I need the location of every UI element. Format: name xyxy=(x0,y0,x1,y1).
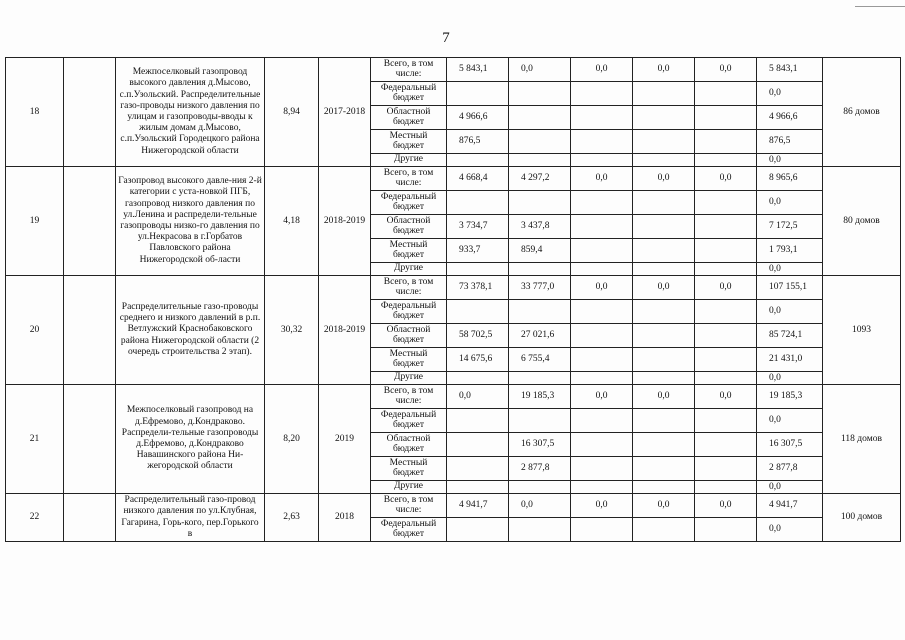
funding-source: Федеральный бюджет xyxy=(371,409,447,433)
total-value: 21 431,0 xyxy=(757,348,823,372)
total-value: 7 172,5 xyxy=(757,215,823,239)
year-value xyxy=(695,481,757,494)
total-value: 0,0 xyxy=(757,409,823,433)
total-value: 19 185,3 xyxy=(757,385,823,409)
total-value: 0,0 xyxy=(757,518,823,542)
year-value xyxy=(509,106,571,130)
funding-source: Другие xyxy=(371,481,447,494)
year-value xyxy=(695,300,757,324)
year-value xyxy=(571,457,633,481)
funding-source: Местный бюджет xyxy=(371,130,447,154)
year-value xyxy=(633,372,695,385)
page-number: 7 xyxy=(442,30,450,46)
year-value: 0,0 xyxy=(695,167,757,191)
row-number: 18 xyxy=(6,58,64,167)
year-value xyxy=(571,481,633,494)
year-value xyxy=(509,409,571,433)
year-value xyxy=(695,82,757,106)
table-row xyxy=(6,58,901,82)
length-km: 8,94 xyxy=(265,58,319,167)
year-value xyxy=(695,409,757,433)
total-value: 4 966,6 xyxy=(757,106,823,130)
total-value: 0,0 xyxy=(757,300,823,324)
year-value xyxy=(509,82,571,106)
funding-source: Другие xyxy=(371,154,447,167)
row-number: 22 xyxy=(6,494,64,542)
table-row xyxy=(6,167,901,191)
year-value xyxy=(695,457,757,481)
year-value xyxy=(633,215,695,239)
year-value xyxy=(695,518,757,542)
funding-source: Областной бюджет xyxy=(371,324,447,348)
row-number: 19 xyxy=(6,167,64,276)
year-value: 859,4 xyxy=(509,239,571,263)
page-edge-line xyxy=(855,6,905,7)
year-value xyxy=(571,409,633,433)
years: 2019 xyxy=(319,385,371,494)
total-value: 5 843,1 xyxy=(757,58,823,82)
year-value xyxy=(509,300,571,324)
funding-source: Федеральный бюджет xyxy=(371,300,447,324)
year-value: 0,0 xyxy=(695,58,757,82)
year-value xyxy=(633,191,695,215)
year-value: 0,0 xyxy=(509,494,571,518)
year-value: 4 966,6 xyxy=(447,106,509,130)
years: 2018 xyxy=(319,494,371,542)
year-value: 0,0 xyxy=(571,167,633,191)
year-value xyxy=(633,82,695,106)
year-value xyxy=(447,409,509,433)
year-value xyxy=(633,348,695,372)
year-value xyxy=(447,154,509,167)
empty-cell xyxy=(64,385,116,494)
funding-source: Всего, в том числе: xyxy=(371,494,447,518)
year-value xyxy=(447,263,509,276)
empty-cell xyxy=(64,58,116,167)
year-value: 3 734,7 xyxy=(447,215,509,239)
funding-source: Другие xyxy=(371,263,447,276)
year-value xyxy=(509,263,571,276)
year-value: 0,0 xyxy=(633,385,695,409)
funding-source: Всего, в том числе: xyxy=(371,276,447,300)
year-value xyxy=(695,191,757,215)
year-value xyxy=(447,191,509,215)
total-value: 0,0 xyxy=(757,263,823,276)
year-value xyxy=(633,106,695,130)
year-value: 0,0 xyxy=(695,494,757,518)
object-name: Межпоселковый газопровод высокого давления д.Мысово, с.п.Узольский. Распределительные газо-проводы низкого давления по улицам и газопроводы-вводы к жилым домам д.Мысово, с.п.Узольский Городецкого района Нижегородской области xyxy=(116,58,265,167)
table-row xyxy=(6,276,901,300)
funding-source: Всего, в том числе: xyxy=(371,167,447,191)
year-value xyxy=(633,457,695,481)
year-value xyxy=(633,154,695,167)
total-value: 8 965,6 xyxy=(757,167,823,191)
year-value: 73 378,1 xyxy=(447,276,509,300)
year-value: 0,0 xyxy=(447,385,509,409)
year-value xyxy=(571,518,633,542)
year-value xyxy=(571,324,633,348)
year-value xyxy=(695,324,757,348)
year-value xyxy=(571,191,633,215)
year-value: 933,7 xyxy=(447,239,509,263)
result-cell: 80 домов xyxy=(823,167,901,276)
total-value: 0,0 xyxy=(757,191,823,215)
funding-source: Другие xyxy=(371,372,447,385)
year-value xyxy=(509,481,571,494)
object-name: Межпоселковый газопровод на д.Ефремово, д.Кондраково. Распредели-тельные газопроводы д.Ефремово, д.Кондраково Навашинского района Ни-жегородской области xyxy=(116,385,265,494)
year-value xyxy=(509,518,571,542)
year-value: 0,0 xyxy=(695,276,757,300)
length-km: 4,18 xyxy=(265,167,319,276)
year-value xyxy=(633,433,695,457)
empty-cell xyxy=(64,167,116,276)
year-value xyxy=(571,130,633,154)
year-value xyxy=(695,263,757,276)
year-value: 0,0 xyxy=(571,58,633,82)
funding-source: Областной бюджет xyxy=(371,106,447,130)
empty-cell xyxy=(64,276,116,385)
year-value: 0,0 xyxy=(633,494,695,518)
year-value xyxy=(571,433,633,457)
funding-source: Местный бюджет xyxy=(371,457,447,481)
total-value: 0,0 xyxy=(757,82,823,106)
year-value: 0,0 xyxy=(633,276,695,300)
year-value xyxy=(571,106,633,130)
year-value: 33 777,0 xyxy=(509,276,571,300)
year-value xyxy=(695,372,757,385)
year-value: 6 755,4 xyxy=(509,348,571,372)
year-value: 3 437,8 xyxy=(509,215,571,239)
year-value xyxy=(447,300,509,324)
result-cell: 118 домов xyxy=(823,385,901,494)
year-value xyxy=(447,372,509,385)
year-value xyxy=(571,300,633,324)
funding-source: Областной бюджет xyxy=(371,433,447,457)
year-value: 4 941,7 xyxy=(447,494,509,518)
year-value: 2 877,8 xyxy=(509,457,571,481)
row-number: 20 xyxy=(6,276,64,385)
length-km: 2,63 xyxy=(265,494,319,542)
result-cell: 100 домов xyxy=(823,494,901,542)
row-number: 21 xyxy=(6,385,64,494)
year-value xyxy=(695,239,757,263)
year-value xyxy=(633,263,695,276)
year-value xyxy=(695,130,757,154)
year-value xyxy=(695,154,757,167)
year-value: 0,0 xyxy=(571,385,633,409)
total-value: 876,5 xyxy=(757,130,823,154)
year-value xyxy=(509,130,571,154)
year-value: 0,0 xyxy=(695,385,757,409)
total-value: 16 307,5 xyxy=(757,433,823,457)
year-value xyxy=(447,457,509,481)
object-name: Распределительный газо-провод низкого давления по ул.Клубная, Гагарина, Горь-кого, пер.Горького в xyxy=(116,494,265,542)
year-value: 58 702,5 xyxy=(447,324,509,348)
year-value xyxy=(695,433,757,457)
year-value: 876,5 xyxy=(447,130,509,154)
year-value xyxy=(571,82,633,106)
year-value xyxy=(571,215,633,239)
year-value xyxy=(509,191,571,215)
year-value xyxy=(571,239,633,263)
year-value xyxy=(571,372,633,385)
years: 2018-2019 xyxy=(319,276,371,385)
year-value xyxy=(695,348,757,372)
funding-source: Местный бюджет xyxy=(371,348,447,372)
year-value xyxy=(633,239,695,263)
year-value xyxy=(633,130,695,154)
table-row xyxy=(6,385,901,409)
table-row xyxy=(6,494,901,518)
total-value: 4 941,7 xyxy=(757,494,823,518)
total-value: 1 793,1 xyxy=(757,239,823,263)
funding-source: Местный бюджет xyxy=(371,239,447,263)
funding-source: Всего, в том числе: xyxy=(371,385,447,409)
year-value xyxy=(633,409,695,433)
total-value: 0,0 xyxy=(757,372,823,385)
total-value: 0,0 xyxy=(757,154,823,167)
year-value xyxy=(509,372,571,385)
years: 2017-2018 xyxy=(319,58,371,167)
year-value xyxy=(447,481,509,494)
year-value xyxy=(571,154,633,167)
result-cell: 86 домов xyxy=(823,58,901,167)
empty-cell xyxy=(64,494,116,542)
year-value xyxy=(571,348,633,372)
year-value: 19 185,3 xyxy=(509,385,571,409)
year-value xyxy=(633,481,695,494)
gas-program-table xyxy=(5,57,901,542)
years: 2018-2019 xyxy=(319,167,371,276)
funding-source: Федеральный бюджет xyxy=(371,82,447,106)
year-value: 27 021,6 xyxy=(509,324,571,348)
year-value xyxy=(633,324,695,348)
total-value: 107 155,1 xyxy=(757,276,823,300)
year-value: 0,0 xyxy=(633,58,695,82)
year-value: 4 668,4 xyxy=(447,167,509,191)
funding-source: Федеральный бюджет xyxy=(371,518,447,542)
funding-source: Всего, в том числе: xyxy=(371,58,447,82)
object-name: Газопровод высокого давле-ния 2-й категории с уста-новкой ПГБ, газопровод низкого давления по ул.Ленина и распредели-тельные газопроводы низко-го давления по ул.Некрасова в г.Горбатов Павловского района Нижегородской об-ласти xyxy=(116,167,265,276)
total-value: 2 877,8 xyxy=(757,457,823,481)
year-value xyxy=(447,433,509,457)
year-value xyxy=(633,518,695,542)
funding-source: Областной бюджет xyxy=(371,215,447,239)
length-km: 8,20 xyxy=(265,385,319,494)
year-value: 0,0 xyxy=(571,276,633,300)
object-name: Распределительные газо-проводы среднего и низкого давлений в р.п. Ветлужский Краснобаковского района Нижегородской области (2 очередь строительства 2 этап). xyxy=(116,276,265,385)
year-value: 14 675,6 xyxy=(447,348,509,372)
year-value xyxy=(447,82,509,106)
total-value: 85 724,1 xyxy=(757,324,823,348)
year-value: 0,0 xyxy=(571,494,633,518)
year-value: 0,0 xyxy=(509,58,571,82)
year-value: 4 297,2 xyxy=(509,167,571,191)
result-cell: 1093 xyxy=(823,276,901,385)
year-value: 5 843,1 xyxy=(447,58,509,82)
year-value xyxy=(695,215,757,239)
year-value xyxy=(509,154,571,167)
year-value xyxy=(695,106,757,130)
total-value: 0,0 xyxy=(757,481,823,494)
year-value: 0,0 xyxy=(633,167,695,191)
funding-source: Федеральный бюджет xyxy=(371,191,447,215)
year-value: 16 307,5 xyxy=(509,433,571,457)
length-km: 30,32 xyxy=(265,276,319,385)
year-value xyxy=(633,300,695,324)
year-value xyxy=(447,518,509,542)
year-value xyxy=(571,263,633,276)
